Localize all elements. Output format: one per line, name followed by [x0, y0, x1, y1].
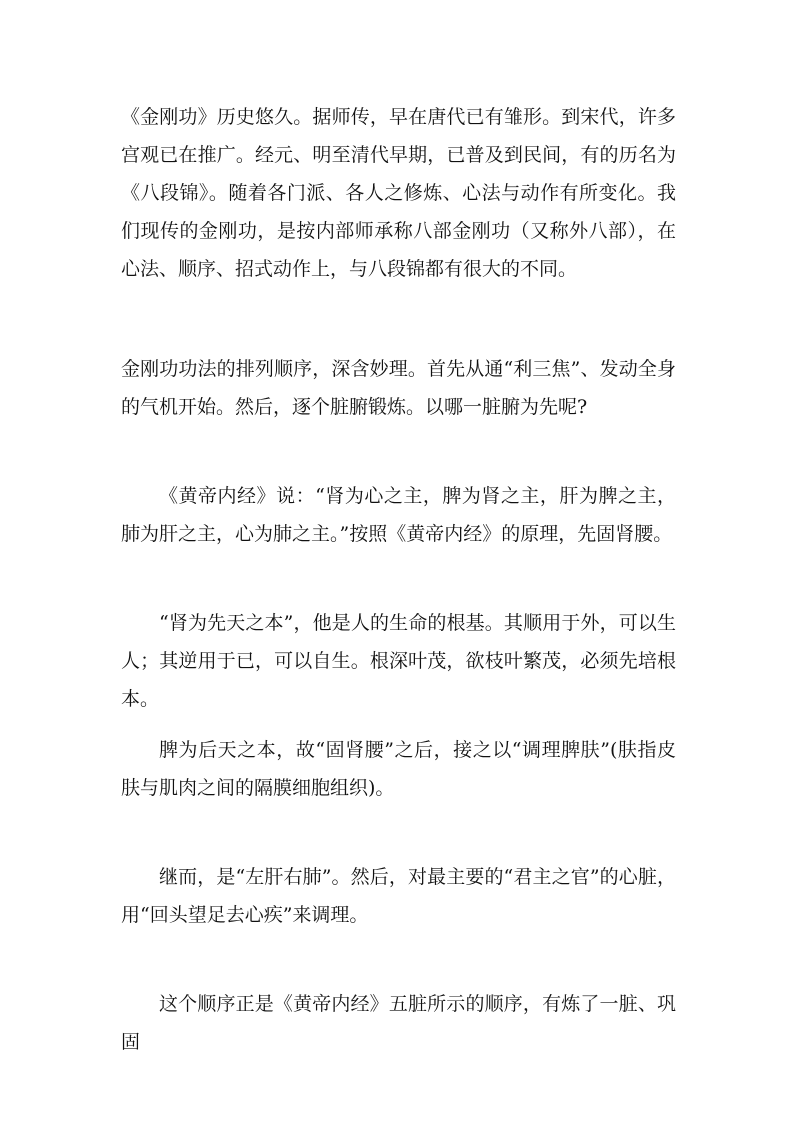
paragraph-kidney: “肾为先天之本”，他是人的生命的根基。其顺用于外，可以生人；其逆用于已，可以自生。根深叶茂，欲枝叶繁茂，必须先培根本。	[121, 612, 676, 710]
paragraph-huangdi-quote: 《黄帝内经》说：“肾为心之主，脾为肾之主，肝为脾之主，肺为肝之主，心为肺之主。”按照《黄帝内经》的原理，先固肾腰。	[121, 485, 676, 545]
paragraph-spleen: 脾为后天之本，故“固肾腰”之后，接之以“调理脾肤”(肤指皮肤与肌肉之间的隔膜细胞组织)。	[121, 739, 676, 799]
paragraph-order: 金刚功功法的排列顺序，深含妙理。首先从通“利三焦”、发动全身的气机开始。然后，逐个脏腑锻炼。以哪一脏腑为先呢?	[121, 358, 676, 418]
paragraph-history: 《金刚功》历史悠久。据师传，早在唐代已有雏形。到宋代，许多宫观已在推广。经元、明至清代早期，已普及到民间，有的历名为《八段锦》。随着各门派、各人之修炼、心法与动作有所变化。我们现传的金刚功，是按内部师承称八部金刚功（又称外八部），在心法、顺序、招式动作上，与八段锦都有很大的不同。	[121, 106, 676, 280]
paragraph-liver-lung-heart: 继而，是“左肝右肺”。然后，对最主要的“君主之官”的心脏，用“回头望足去心疾”来调理。	[121, 866, 676, 926]
paragraph-sequence: 这个顺序正是《黄帝内经》五脏所示的顺序，有炼了一脏、巩固	[121, 993, 676, 1053]
